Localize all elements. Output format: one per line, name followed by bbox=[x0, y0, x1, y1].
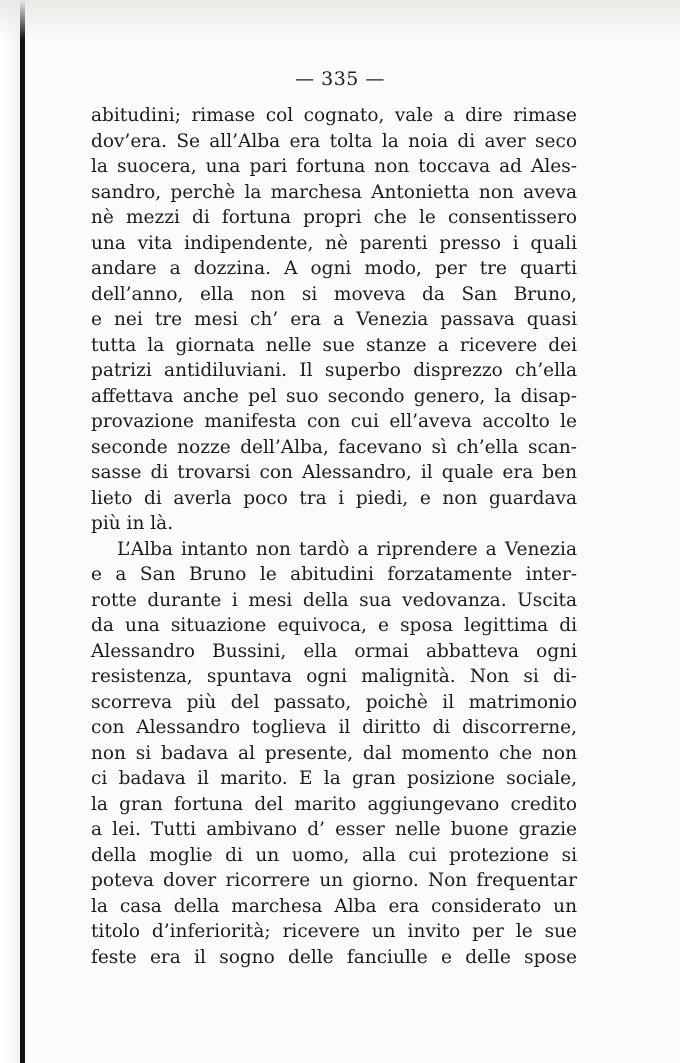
text-line: seconde nozze dell’Alba, facevano sì ch’ella scan- bbox=[91, 436, 577, 458]
scan-top-shading bbox=[0, 0, 680, 40]
paragraph-1 bbox=[91, 103, 577, 537]
text-line: e nei tre mesi ch’ era a Venezia passava quasi bbox=[91, 309, 577, 330]
text-line: Alessandro Bussini, ella ormai abbatteva ogni bbox=[91, 640, 577, 662]
text-line: sasse di trovarsi con Alessandro, il quale era ben bbox=[91, 462, 577, 483]
text-line: ci badava il marito. E la gran posizione sociale, bbox=[91, 768, 577, 789]
text-line: non si badava al presente, dal momento che non bbox=[91, 742, 577, 764]
text-line: la suocera, una pari fortuna non toccava ad Ales- bbox=[91, 156, 577, 177]
page-gutter-shadow bbox=[0, 0, 20, 1063]
text-line: la casa della marchesa Alba era considerato un bbox=[91, 895, 577, 917]
text-line: da una situazione equivoca, e sposa legittima di bbox=[91, 615, 577, 636]
text-line: nè mezzi di fortuna propri che le consentissero bbox=[91, 207, 577, 228]
book-binding-edge bbox=[20, 0, 25, 1063]
page-number: — 335 — bbox=[295, 68, 385, 90]
text-line: più in là. bbox=[91, 513, 174, 534]
text-line: provazione manifesta con cui ell’aveva accolto le bbox=[91, 411, 577, 432]
text-line: L’Alba intanto non tardò a riprendere a Venezia bbox=[117, 538, 577, 560]
text-line: la gran fortuna del marito aggiungevano credito bbox=[91, 793, 577, 815]
text-line: lieto di averla poco tra i piedi, e non guardava bbox=[91, 487, 577, 509]
paragraph-2 bbox=[91, 537, 577, 971]
text-line: scorreva più del passato, poichè il matrimonio bbox=[91, 691, 577, 713]
text-line: patrizi antidiluviani. Il superbo disprezzo ch’ella bbox=[91, 360, 577, 381]
text-line: affettava anche pel suo secondo genero, la disap- bbox=[91, 385, 577, 407]
text-line: dov’era. Se all’Alba era tolta la noia di aver seco bbox=[91, 130, 577, 152]
text-line: rotte durante i mesi della sua vedovanza. Uscita bbox=[91, 589, 577, 611]
text-line: andare a dozzina. A ogni modo, per tre quarti bbox=[91, 258, 577, 279]
text-line: una vita indipendente, nè parenti presso i quali bbox=[91, 232, 577, 254]
text-line: della moglie di un uomo, alla cui protezione si bbox=[91, 844, 577, 866]
text-line: feste era il sogno delle fanciulle e delle spose bbox=[91, 946, 577, 968]
text-line: resistenza, spuntava ogni malignità. Non si di- bbox=[91, 666, 577, 687]
text-line: e a San Bruno le abitudini forzatamente inter- bbox=[91, 564, 577, 585]
text-line: a lei. Tutti ambivano d’ esser nelle buone grazie bbox=[91, 819, 577, 840]
text-line: poteva dover ricorrere un giorno. Non frequentar bbox=[91, 870, 577, 891]
text-line: dell’anno, ella non si moveva da San Bruno, bbox=[91, 283, 577, 305]
text-line: abitudini; rimase col cognato, vale a dire rimase bbox=[91, 105, 577, 126]
text-line: tutta la giornata nelle sue stanze a ricevere dei bbox=[91, 334, 577, 356]
text-line: sandro, perchè la marchesa Antonietta non aveva bbox=[91, 181, 577, 203]
text-line: con Alessandro toglieva il diritto di discorrerne, bbox=[91, 717, 577, 738]
text-line: titolo d’inferiorità; ricevere un invito per le sue bbox=[91, 921, 577, 942]
body-text bbox=[91, 103, 577, 970]
